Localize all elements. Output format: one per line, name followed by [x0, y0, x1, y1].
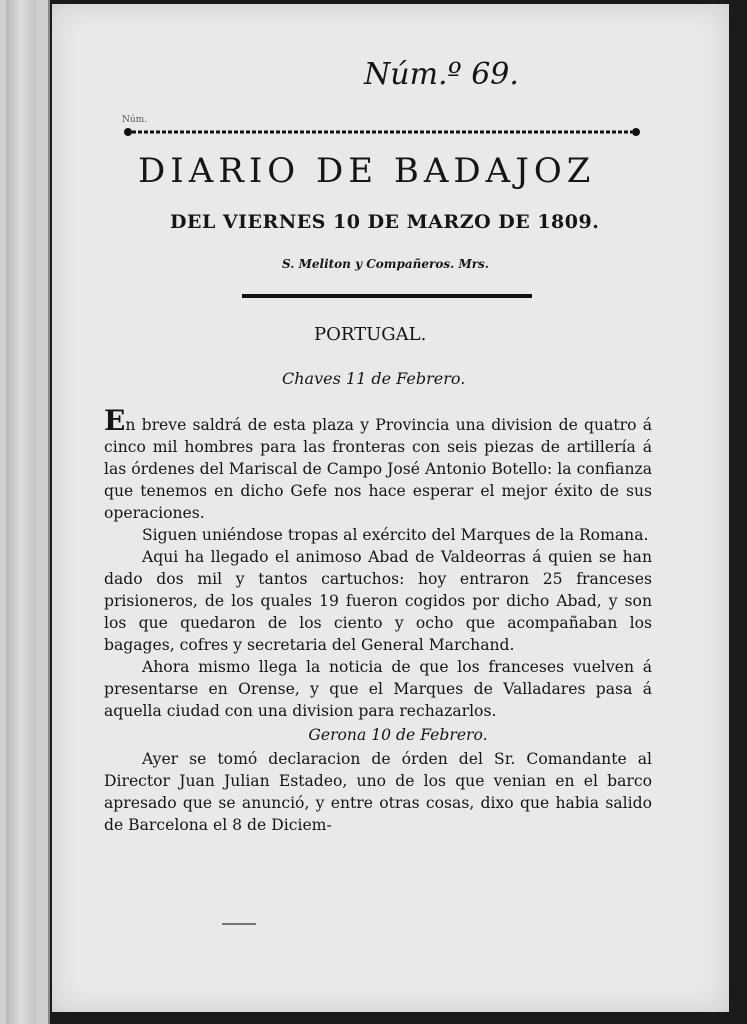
- previous-page-edge: [0, 0, 50, 1024]
- ornamental-rule: [122, 127, 642, 137]
- section-divider: [242, 294, 532, 298]
- dispatch-dateline-gerona: Gerona 10 de Febrero.: [308, 726, 488, 744]
- article-body: [104, 404, 652, 836]
- issue-date: DEL VIERNES 10 DE MARZO DE 1809.: [170, 211, 600, 233]
- footer-mark: [222, 923, 256, 925]
- section-heading: PORTUGAL.: [314, 324, 427, 345]
- dispatch-dateline-chaves: Chaves 11 de Febrero.: [282, 369, 466, 388]
- paragraph: Siguen uniéndose tropas al exército del Marques de la Romana.: [142, 526, 649, 544]
- paragraph: En breve saldrá de esta plaza y Provincia una division de quatro á cinco mil hombres para las fronteras con seis piezas de artillería á las órdenes del Mariscal de Campo José Antonio Botello: la confianza que tenemos en dicho Gefe nos hace esperar el mejor éxito de sus operaciones.: [104, 404, 652, 522]
- drop-cap: E: [104, 404, 126, 437]
- corner-mark: Núm.: [122, 115, 148, 125]
- masthead-title: DIARIO DE BADAJOZ: [138, 151, 596, 191]
- saints-of-day: S. Meliton y Compañeros. Mrs.: [282, 257, 489, 271]
- issue-number: Núm.º 69.: [364, 57, 519, 92]
- bleed-through-text: [622, 70, 747, 350]
- paragraph: Ayer se tomó declaracion de órden del Sr. Comandante al Director Juan Julian Estadeo, uno de los que venian en el barco apresado que se anunció, y entre otras cosas, dixo que habia salido de Barcelona el 8 de Diciem-: [104, 750, 652, 834]
- paragraph: Ahora mismo llega la noticia de que los franceses vuelven á presentarse en Orense, y que el Marques de Valladares pasa á aquella ciudad con una division para rechazarlos.: [104, 658, 652, 720]
- newspaper-page: [52, 4, 729, 1012]
- paragraph: Aqui ha llegado el animoso Abad de Valdeorras á quien se han dado dos mil y tantos cartuchos: hoy entraron 25 franceses prisioneros, de los quales 19 fueron cogidos por dicho Abad, y son los que quedaron de los ciento y ocho que acompañaban los bagages, cofres y secretaria del General Marchand.: [104, 548, 652, 654]
